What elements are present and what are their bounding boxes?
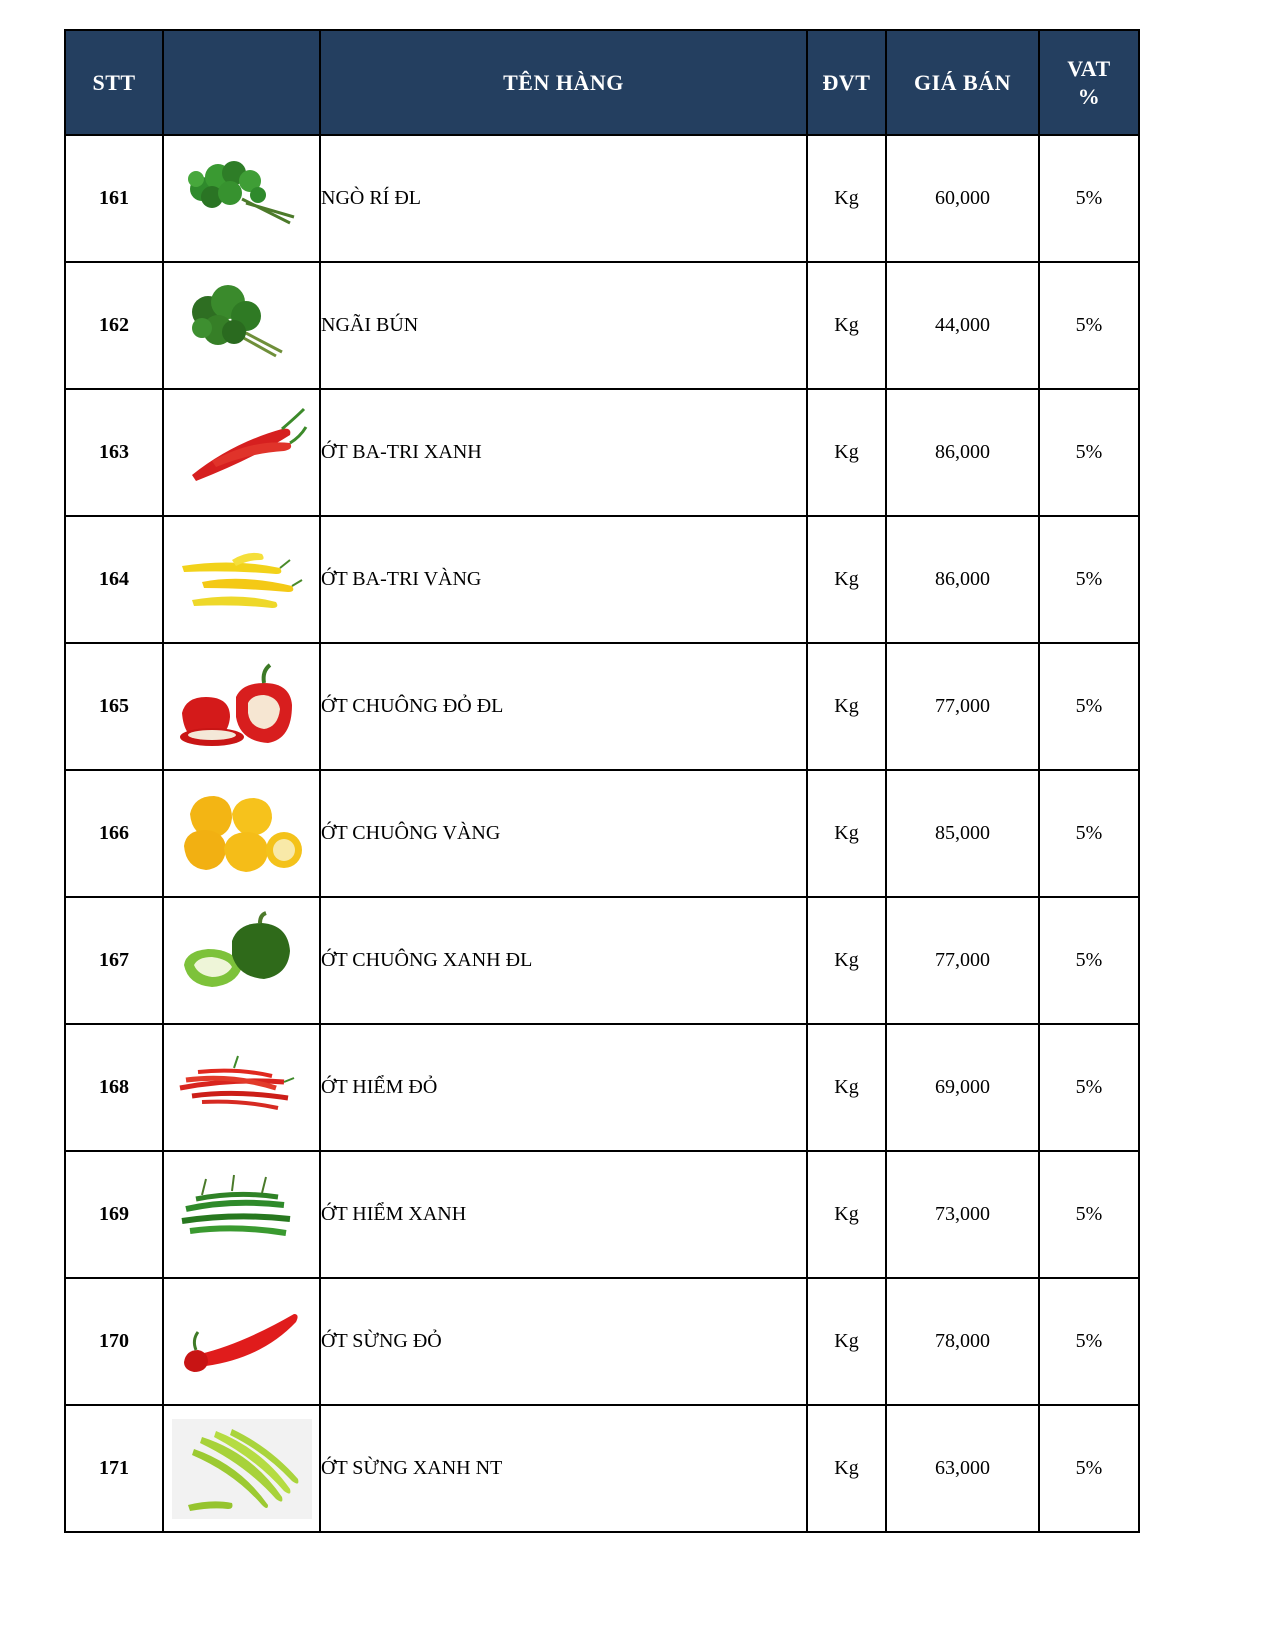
cell-price: 69,000 [886, 1024, 1039, 1151]
table-row [65, 1024, 1139, 1151]
header-vat-line1: VAT [1067, 55, 1111, 81]
cell-image [163, 1024, 320, 1151]
cell-price: 73,000 [886, 1151, 1039, 1278]
table-row [65, 262, 1139, 389]
header-row [65, 30, 1139, 135]
cell-unit: Kg [807, 770, 886, 897]
cell-image [163, 1151, 320, 1278]
cell-stt: 165 [65, 643, 163, 770]
cell-unit: Kg [807, 1151, 886, 1278]
table-row [65, 1151, 1139, 1278]
cell-stt: 170 [65, 1278, 163, 1405]
cell-stt: 171 [65, 1405, 163, 1532]
cell-stt: 166 [65, 770, 163, 897]
table-row [65, 1278, 1139, 1405]
cell-vat: 5% [1039, 770, 1139, 897]
cell-product-name: ỚT CHUÔNG VÀNG [320, 770, 807, 897]
header-unit: ĐVT [807, 30, 886, 135]
cell-vat: 5% [1039, 897, 1139, 1024]
yellow-chili-pepper-icon [172, 530, 312, 630]
table-row [65, 135, 1139, 262]
cell-price: 44,000 [886, 262, 1039, 389]
cell-price: 86,000 [886, 516, 1039, 643]
cell-price: 85,000 [886, 770, 1039, 897]
cell-unit: Kg [807, 389, 886, 516]
cell-price: 77,000 [886, 897, 1039, 1024]
parsley-bunch-icon [172, 276, 312, 376]
cell-price: 78,000 [886, 1278, 1039, 1405]
cell-unit: Kg [807, 262, 886, 389]
cell-image [163, 1405, 320, 1532]
table-row [65, 516, 1139, 643]
cell-product-name: ỚT CHUÔNG XANH ĐL [320, 897, 807, 1024]
cell-unit: Kg [807, 135, 886, 262]
product-price-table [64, 29, 1140, 1533]
cell-product-name: ỚT HIỂM ĐỎ [320, 1024, 807, 1151]
cell-unit: Kg [807, 1278, 886, 1405]
red-bell-pepper-icon [172, 657, 312, 757]
header-stt: STT [65, 30, 163, 135]
cell-stt: 163 [65, 389, 163, 516]
cell-image [163, 389, 320, 516]
cell-image [163, 770, 320, 897]
cell-vat: 5% [1039, 1024, 1139, 1151]
cell-image [163, 897, 320, 1024]
table-body [65, 135, 1139, 1532]
cell-unit: Kg [807, 897, 886, 1024]
cell-product-name: ỚT SỪNG XANH NT [320, 1405, 807, 1532]
cell-image [163, 1278, 320, 1405]
cell-image [163, 135, 320, 262]
cell-unit: Kg [807, 1024, 886, 1151]
green-horn-chili-icon [172, 1419, 312, 1519]
cell-stt: 167 [65, 897, 163, 1024]
cilantro-bunch-icon [172, 149, 312, 249]
cell-stt: 164 [65, 516, 163, 643]
table-row [65, 770, 1139, 897]
cell-price: 77,000 [886, 643, 1039, 770]
cell-stt: 168 [65, 1024, 163, 1151]
header-vat-line2: % [1077, 83, 1101, 109]
table-row [65, 1405, 1139, 1532]
cell-product-name: ỚT BA-TRI XANH [320, 389, 807, 516]
cell-stt: 169 [65, 1151, 163, 1278]
cell-product-name: NGÃI BÚN [320, 262, 807, 389]
red-horn-chili-icon [172, 1292, 312, 1392]
cell-product-name: ỚT CHUÔNG ĐỎ ĐL [320, 643, 807, 770]
green-bell-pepper-icon [172, 911, 312, 1011]
cell-unit: Kg [807, 643, 886, 770]
cell-vat: 5% [1039, 516, 1139, 643]
cell-stt: 161 [65, 135, 163, 262]
cell-vat: 5% [1039, 1151, 1139, 1278]
cell-vat: 5% [1039, 135, 1139, 262]
cell-product-name: ỚT BA-TRI VÀNG [320, 516, 807, 643]
cell-image [163, 643, 320, 770]
cell-vat: 5% [1039, 262, 1139, 389]
yellow-bell-pepper-icon [172, 784, 312, 884]
header-vat [1039, 30, 1139, 135]
cell-vat: 5% [1039, 389, 1139, 516]
cell-product-name: ỚT SỪNG ĐỎ [320, 1278, 807, 1405]
green-birds-eye-chili-icon [172, 1165, 312, 1265]
red-birds-eye-chili-icon [172, 1038, 312, 1138]
cell-vat: 5% [1039, 1405, 1139, 1532]
table-row [65, 897, 1139, 1024]
cell-product-name: ỚT HIỂM XANH [320, 1151, 807, 1278]
cell-price: 63,000 [886, 1405, 1039, 1532]
cell-stt: 162 [65, 262, 163, 389]
cell-price: 86,000 [886, 389, 1039, 516]
cell-unit: Kg [807, 516, 886, 643]
cell-vat: 5% [1039, 1278, 1139, 1405]
cell-unit: Kg [807, 1405, 886, 1532]
table-row [65, 643, 1139, 770]
header-image [163, 30, 320, 135]
cell-image [163, 516, 320, 643]
cell-image [163, 262, 320, 389]
header-name: TÊN HÀNG [320, 30, 807, 135]
cell-vat: 5% [1039, 643, 1139, 770]
cell-product-name: NGÒ RÍ ĐL [320, 135, 807, 262]
table-row [65, 389, 1139, 516]
red-chili-pepper-icon [172, 403, 312, 503]
header-price: GIÁ BÁN [886, 30, 1039, 135]
cell-price: 60,000 [886, 135, 1039, 262]
table-header [65, 30, 1139, 135]
